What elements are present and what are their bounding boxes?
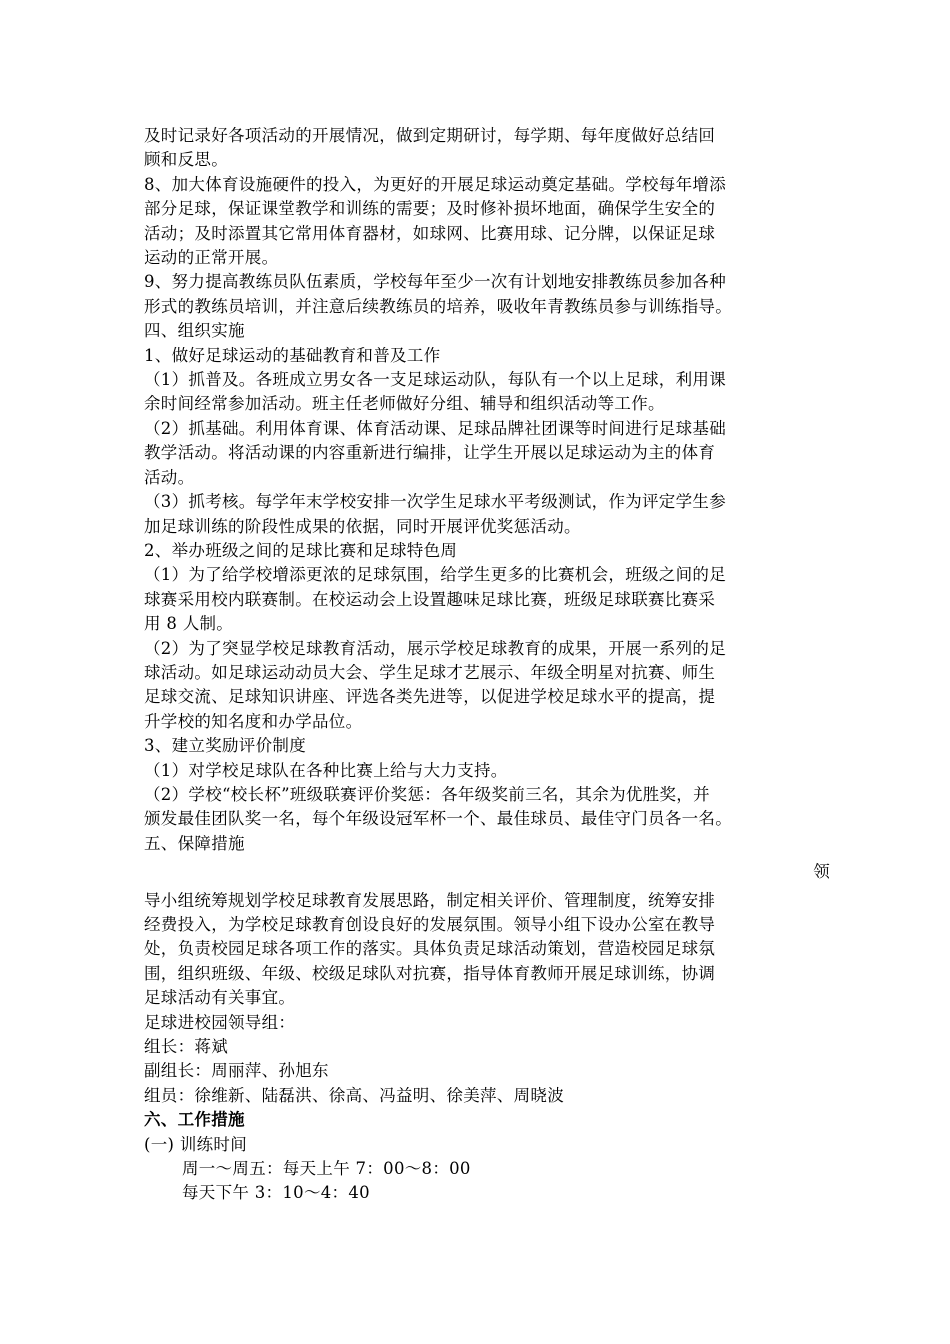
text-line: （2）为了突显学校足球教育活动，展示学校足球教育的成果，开展一系列的足 xyxy=(144,638,726,658)
text-line: 导小组统筹规划学校足球教育发展思路，制定相关评价、管理制度，统筹安排 xyxy=(144,890,716,910)
text-line: 球赛采用校内联赛制。在校运动会上设置趣味足球比赛，班级足球联赛比赛采 xyxy=(144,589,716,609)
text-line: 球活动。如足球运动动员大会、学生足球才艺展示、年级全明星对抗赛、师生 xyxy=(144,662,716,682)
text-line: 教学活动。将活动课的内容重新进行编排，让学生开展以足球运动为主的体育 xyxy=(144,443,716,463)
text-line: 五、保障措施 xyxy=(144,833,245,853)
document-page xyxy=(144,124,830,1206)
text-line: （1）为了给学校增添更浓的足球氛围，给学生更多的比赛机会，班级之间的足 xyxy=(144,565,726,585)
text-line: 部分足球，保证课堂教学和训练的需要；及时修补损坏地面，确保学生安全的 xyxy=(144,199,716,219)
text-line: 2、举办班级之间的足球比赛和足球特色周 xyxy=(144,540,458,560)
text-line: （2）学校“校长杯”班级联赛评价奖惩：各年级奖前三名，其余为优胜奖，并 xyxy=(144,784,710,804)
text-line: 1、做好足球运动的基础教育和普及工作 xyxy=(144,345,441,365)
text-line: 用 8 人制。 xyxy=(144,614,234,634)
text-line: （2）抓基础。利用体育课、体育活动课、足球品牌社团课等时间进行足球基础 xyxy=(144,418,726,438)
text-line: 顾和反思。 xyxy=(144,150,228,170)
text-line: （1）对学校足球队在各种比赛上给与大力支持。 xyxy=(144,760,508,780)
body-text-block-1 xyxy=(144,124,830,856)
text-line: 组员：徐维新、陆磊洪、徐高、冯益明、徐美萍、周晓波 xyxy=(144,1085,564,1105)
text-line: 四、组织实施 xyxy=(144,321,245,341)
text-line: 9、努力提高教练员队伍素质，学校每年至少一次有计划地安排教练员参加各种 xyxy=(144,272,726,292)
text-line: 运动的正常开展。 xyxy=(144,248,279,268)
training-time-afternoon: 每天下午 3：10～4：40 xyxy=(182,1183,370,1203)
text-line: 活动。 xyxy=(144,467,195,487)
text-line: 处，负责校园足球各项工作的落实。具体负责足球活动策划，营造校园足球氛 xyxy=(144,939,716,959)
section-heading-6: 六、工作措施 xyxy=(144,1110,245,1130)
text-line: 足球进校园领导组： xyxy=(144,1012,296,1032)
text-line: 及时记录好各项活动的开展情况，做到定期研讨，每学期、每年度做好总结回 xyxy=(144,126,716,145)
text-line: 足球活动有关事宜。 xyxy=(144,988,296,1008)
text-line: 8、加大体育设施硬件的投入，为更好的开展足球运动奠定基础。学校每年增添 xyxy=(144,174,726,194)
text-line: 3、建立奖励评价制度 xyxy=(144,736,306,756)
text-line: 围，组织班级、年级、校级足球队对抗赛，指导体育教师开展足球训练，协调 xyxy=(144,963,716,983)
text-line: （1）抓普及。各班成立男女各一支足球运动队，每队有一个以上足球，利用课 xyxy=(144,370,726,390)
text-line: 组长：蒋斌 xyxy=(144,1037,228,1057)
text-line: 加足球训练的阶段性成果的依据，同时开展评优奖惩活动。 xyxy=(144,516,581,536)
training-time-morning: 周一～周五：每天上午 7：00～8：00 xyxy=(182,1159,471,1179)
subsection-heading: (一) 训练时间 xyxy=(144,1134,248,1154)
text-line: 副组长：周丽萍、孙旭东 xyxy=(144,1061,329,1081)
body-text-block-2 xyxy=(144,889,830,1109)
text-line: 升学校的知名度和办学品位。 xyxy=(144,711,363,731)
text-line: （3）抓考核。每学年末学校安排一次学生足球水平考级测试，作为评定学生参 xyxy=(144,492,726,512)
right-aligned-char: 领 xyxy=(813,862,830,882)
text-line: 足球交流、足球知识讲座、评选各类先进等，以促进学校足球水平的提高，提 xyxy=(144,687,716,707)
text-line: 形式的教练员培训，并注意后续教练员的培养，吸收年青教练员参与训练指导。 xyxy=(144,296,732,316)
text-line: 余时间经常参加活动。班主任老师做好分组、辅导和组织活动等工作。 xyxy=(144,394,665,414)
text-line: 活动；及时添置其它常用体育器材，如球网、比赛用球、记分牌，以保证足球 xyxy=(144,223,716,243)
text-line: 经费投入，为学校足球教育创设良好的发展氛围。领导小组下设办公室在教导 xyxy=(144,915,716,934)
text-line: 颁发最佳团队奖一名，每个年级设冠军杯一个、最佳球员、最佳守门员各一名。 xyxy=(144,809,732,829)
